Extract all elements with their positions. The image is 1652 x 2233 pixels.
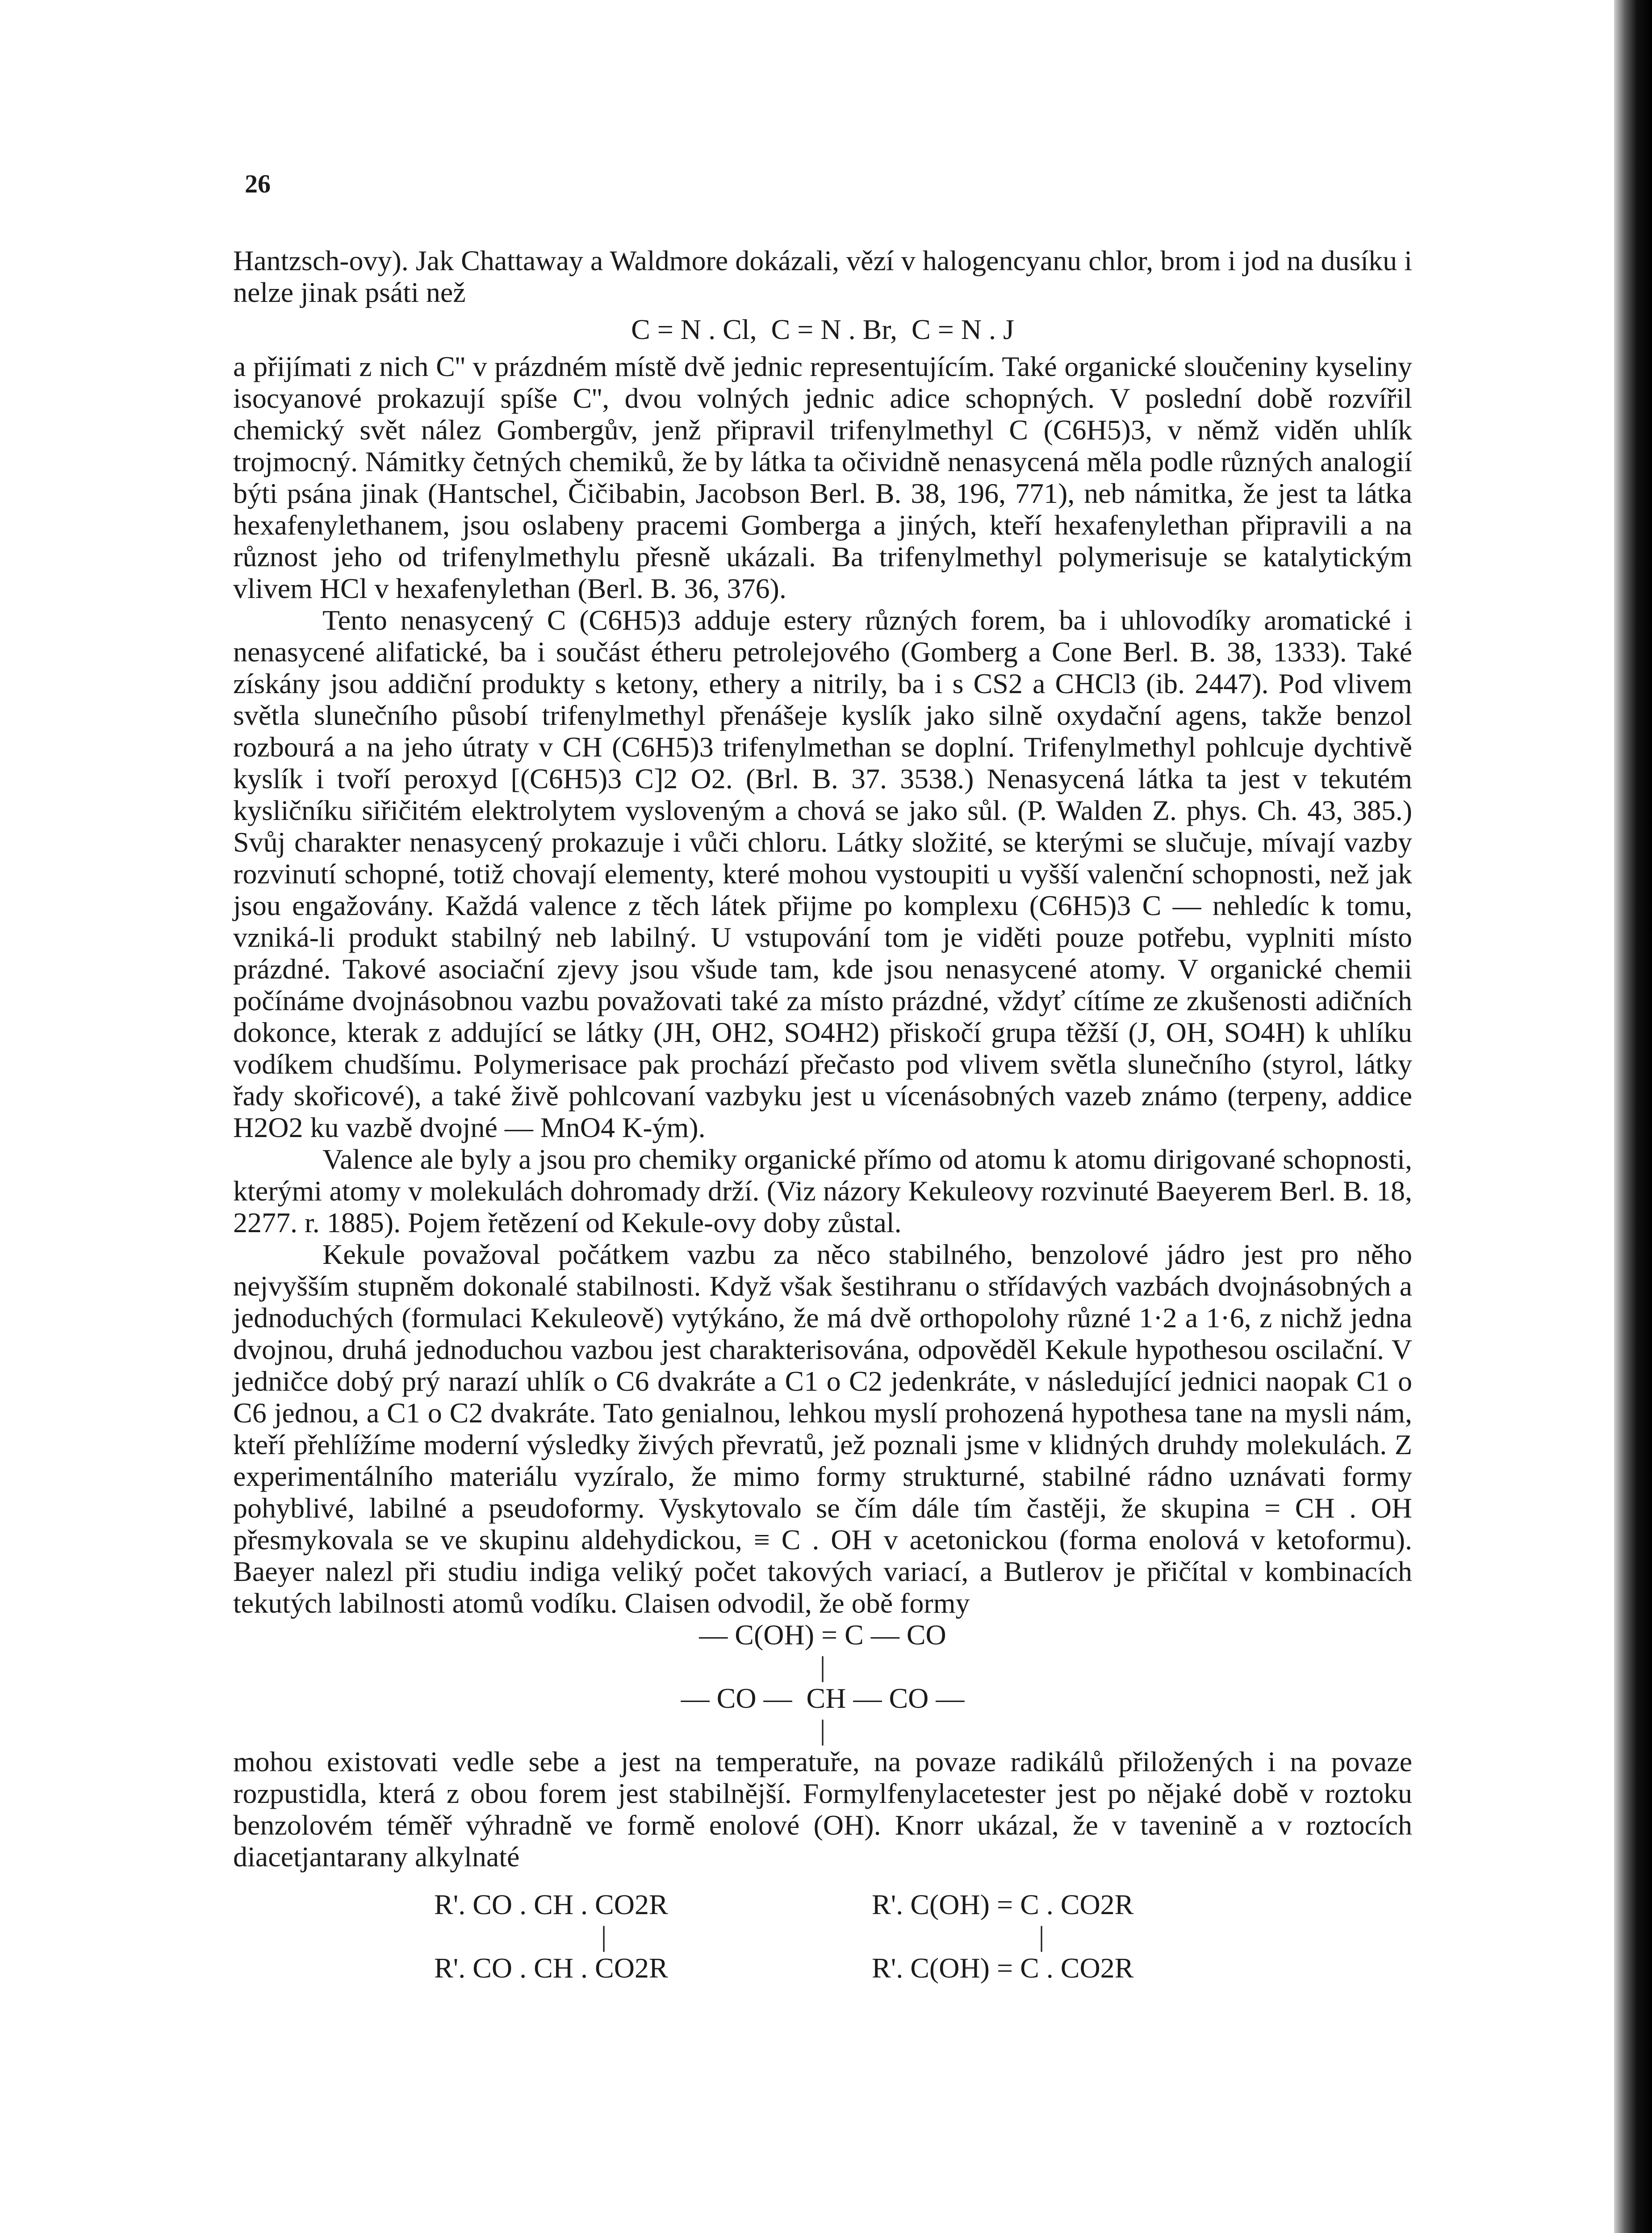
paragraph-3: Tento nenasycený C (C6H5)3 adduje estery různých forem, ba i uhlovodíky aromatické i nenasycené alifatické, ba i součást étheru petrolejového (Gomberg a Cone Berl. B. 38, 1333). Také získány jsou addiční produkty s ketony, ethery a nitrily, ba i s CS2 a CHCl3 (ib. 2447). Pod vlivem světla slunečního působí trifenylmethyl přenášeje kyslík jako silně oxydační agens, takže benzol rozbourá a na jeho útraty v CH (C6H5)3 trifenylmethan se doplní. Trifenylmethyl pohlcuje dychtivě kyslík i tvoří peroxyd [(C6H5)3 C]2 O2. (Brl. B. 37. 3538.) Nenasycená látka ta jest v tekutém kysličníku siřičitém elektrolytem vysloveným a chová se jako sůl. (P. Walden Z. phys. Ch. 43, 385.) Svůj charakter nenasycený prokazuje i vůči chloru. Látky složité, se kterými se slučuje, mívají vazby rozvinutí schopné, totiž chovají elementy, které mohou vystoupiti u vyšší valenční schopnosti, než jak jsou engažovány. Každá valence z těch látek přijme po komplexu (C6H5)3 C — nehledíc k tomu, vzniká-li produkt stabilný neb labilný. U vstupování tom je viděti pouze potřebu, vyplniti místo prázdné. Takové asociační zjevy jsou všude tam, kde jsou nenasycené atomy. V organické chemii počínáme dvojnásobnou vazbu považovati také za místo prázdné, vždyť cítíme ze zkušenosti adičních dokonce, kterak z addující se látky (JH, OH2, SO4H2) přiskočí grupa těžší (J, OH, SO4H) k uhlíku vodíkem chudšímu. Polymerisace pak prochází přečasto pod vlivem světla slunečního (styrol, látky řady skořicové), a také živě pohlcovaní vazbyku jest u vícenásobných vazeb známo (terpeny, addice H2O2 ku vazbě dvojné — MnO4 K-ým). [233,604,1412,1143]
paragraph-6: mohou existovati vedle sebe a jest na temperatuře, na povaze radikálů přiložených i na povaze rozpustidla, která z obou forem jest stabilnější. Formylfenylacetester jest po nějaké době v roztoku benzolovém téměř výhradně ve formě enolové (OH). Knorr ukázal, že v tavenině a v roztocích diacetjantarany alkylnaté [233,1746,1412,1873]
paragraph-1: Hantzsch-ovy). Jak Chattaway a Waldmore dokázali, vězí v halogencyanu chlor, brom i jod na dusíku i nelze jinak psáti než [233,245,1412,308]
formula-claisen-bond-1: | [820,1651,826,1682]
page-number: 26 [245,169,271,198]
formula-knorr-left-2: R'. CO . CH . CO2R [434,1952,668,1984]
formula-knorr-row-1 [233,1889,1412,1920]
formula-knorr-row-2 [233,1952,1412,1984]
page-text [233,245,1412,1984]
formula-knorr-left-1: R'. CO . CH . CO2R [434,1889,668,1920]
formula-claisen-bond-2: | [820,1714,826,1746]
formula-claisen-line-1: — C(OH) = C — CO [699,1619,946,1651]
formula-claisen-line-2: — CO — CH — CO — [681,1682,965,1714]
formula-knorr-right-1: R'. C(OH) = C . CO2R [872,1889,1134,1920]
formula-knorr-bond-left: | [601,1920,607,1952]
paragraph-5: Kekule považoval počátkem vazbu za něco stabilného, benzolové jádro jest pro něho nejvyšším stupněm dokonalé stabilnosti. Když však šestihranu o střídavých vazbách dvojnásobných a jednoduchých (formulaci Kekuleově) vytýkáno, že má dvě orthopolohy různé 1·2 a 1·6, z nichž jedna dvojnou, druhá jednoduchou vazbou jest charakterisována, odpověděl Kekule hypothesou oscilační. V jedničce dobý prý narazí uhlík o C6 dvakráte a C1 o C2 jedenkráte, v následující jednici naopak C1 o C6 jednou, a C1 o C2 dvakráte. Tato genialnou, lehkou myslí prohozená hypothesa tane na mysli nám, kteří přehlížíme moderní výsledky živých převratů, jež poznali jsme v klidných druhdy molekulách. Z experimentálního materiálu vyzíralo, že mimo formy strukturné, stabilné rádno uznávati formy pohyblivé, labilné a pseudoformy. Vyskytovalo se čím dále tím častěji, že skupina = CH . OH přesmykovala se ve skupinu aldehydickou, ≡ C . OH v acetonickou (forma enolová v ketoformu). Baeyer nalezl při studiu indiga veliký počet takových variací, a Butlerov je přičítal v kombinacích tekutých labilnosti atomů vodíku. Claisen odvodil, že obě formy [233,1238,1412,1619]
formula-knorr-bond-right: | [1038,1920,1045,1952]
formula-halogencyan: C = N . Cl, C = N . Br, C = N . J [631,314,1014,345]
page-edge-shadow [1614,0,1652,2233]
formula-knorr-bond-row [233,1920,1412,1952]
paragraph-2: a přijímati z nich C'' v prázdném místě dvě jednic representujícím. Také organické sloučeniny kyseliny isocyanové prokazují spíše C'', dvou volných jednic adice schopných. V poslední době rozvířil chemický svět nález Gombergův, jenž připravil trifenylmethyl C (C6H5)3, v němž viděn uhlík trojmocný. Námitky četných chemiků, že by látka ta očividně nenasycená měla podle různých analogií býti psána jinak (Hantschel, Čičibabin, Jacobson Berl. B. 38, 196, 771), neb námitka, že jest ta látka hexafenylethanem, jsou oslabeny pracemi Gomberga a jiných, kteří hexafenylethan připravili a na různost jeho od trifenylmethylu přesně ukázali. Ba trifenylmethyl polymerisuje se katalytickým vlivem HCl v hexafenylethan (Berl. B. 36, 376). [233,351,1412,604]
paragraph-4: Valence ale byly a jsou pro chemiky organické přímo od atomu k atomu dirigované schopnosti, kterými atomy v molekulách dohromady drží. (Viz názory Kekuleovy rozvinuté Baeyerem Berl. B. 18, 2277. r. 1885). Pojem řetězení od Kekule-ovy doby zůstal. [233,1143,1412,1238]
formula-knorr-right-2: R'. C(OH) = C . CO2R [872,1952,1134,1984]
